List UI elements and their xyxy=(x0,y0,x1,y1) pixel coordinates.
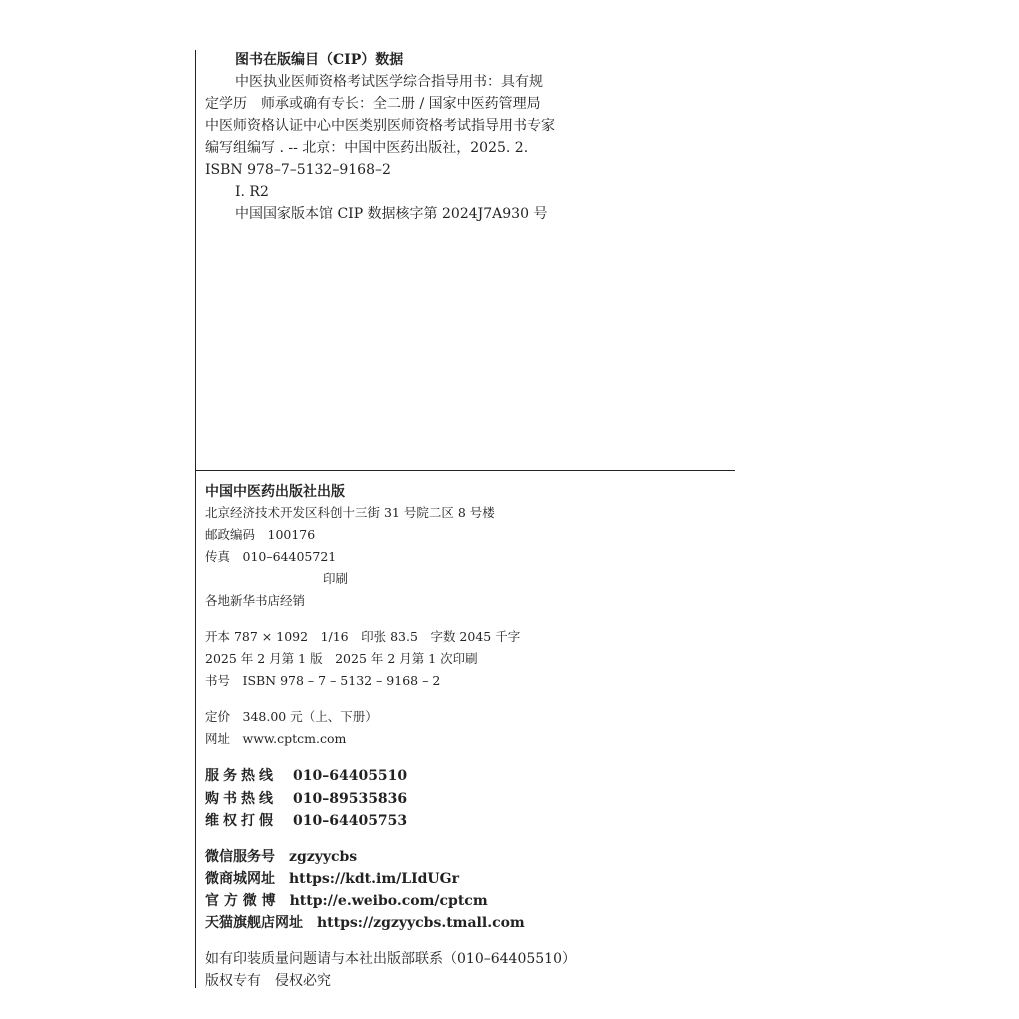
online-value: http://e.weibo.com/cptcm xyxy=(289,893,488,909)
micro-mall-url xyxy=(205,870,459,888)
online-label: 微信服务号 xyxy=(205,849,275,865)
online-label: 微商城网址 xyxy=(205,871,275,887)
horizontal-rule xyxy=(195,470,735,471)
official-weibo xyxy=(205,892,488,910)
hotline-number: 010–64405510 xyxy=(293,768,408,784)
price: 定价 348.00 元（上、下册） xyxy=(205,709,378,724)
hotline-number: 010–89535836 xyxy=(293,791,408,807)
cip-line-3: 中医师资格认证中心中医类别医师资格考试指导用书专家 xyxy=(205,118,555,134)
publisher-printing: 印刷 xyxy=(323,571,349,586)
hotline-label: 维权打假 xyxy=(205,813,277,829)
publisher-fax: 传真 010–64405721 xyxy=(205,549,337,564)
publisher-name: 中国中医药出版社出版 xyxy=(205,484,345,500)
online-value: zgzyycbs xyxy=(289,849,358,865)
hotline-label: 服务热线 xyxy=(205,768,277,784)
online-value: https://kdt.im/LIdUGr xyxy=(289,871,459,887)
cip-isbn: ISBN 978–7–5132–9168–2 xyxy=(205,162,391,178)
online-value: https://zgzyycbs.tmall.com xyxy=(317,915,525,931)
hotline-label: 购书热线 xyxy=(205,791,277,807)
publisher-address: 北京经济技术开发区科创十三街 31 号院二区 8 号楼 xyxy=(205,505,495,520)
copyright-notice: 版权专有 侵权必究 xyxy=(205,973,331,989)
hotline-number: 010–64405753 xyxy=(293,813,408,829)
quality-notice: 如有印装质量问题请与本社出版部联系（010–64405510） xyxy=(205,951,576,967)
publisher-distribution: 各地新华书店经销 xyxy=(205,593,306,608)
hotline-anti-piracy xyxy=(205,812,407,830)
hotline-purchase xyxy=(205,790,407,808)
website: 网址 www.cptcm.com xyxy=(205,731,347,746)
tmall-store-url xyxy=(205,914,525,932)
wechat-account xyxy=(205,848,357,866)
cip-classification: Ⅰ. R2 xyxy=(235,184,269,200)
online-label: 官 方 微 博 xyxy=(205,893,276,909)
vertical-rule xyxy=(195,50,196,988)
cip-line-2: 定学历 师承或确有专长：全二册 / 国家中医药管理局 xyxy=(205,96,541,112)
publisher-postcode: 邮政编码 100176 xyxy=(205,527,316,542)
cip-record-number: 中国国家版本馆 CIP 数据核字第 2024J7A930 号 xyxy=(235,206,548,222)
spec-isbn: 书号 ISBN 978 – 7 – 5132 – 9168 – 2 xyxy=(205,673,441,688)
cip-line-1: 中医执业医师资格考试医学综合指导用书：具有规 xyxy=(235,74,543,90)
online-label: 天猫旗舰店网址 xyxy=(205,915,303,931)
spec-format: 开本 787 × 1092 1/16 印张 83.5 字数 2045 千字 xyxy=(205,629,521,644)
cip-heading: 图书在版编目（CIP）数据 xyxy=(235,52,404,68)
cip-line-4: 编写组编写 . -- 北京：中国中医药出版社，2025. 2. xyxy=(205,140,529,156)
hotline-service xyxy=(205,767,407,785)
spec-edition: 2025 年 2 月第 1 版 2025 年 2 月第 1 次印刷 xyxy=(205,651,478,666)
